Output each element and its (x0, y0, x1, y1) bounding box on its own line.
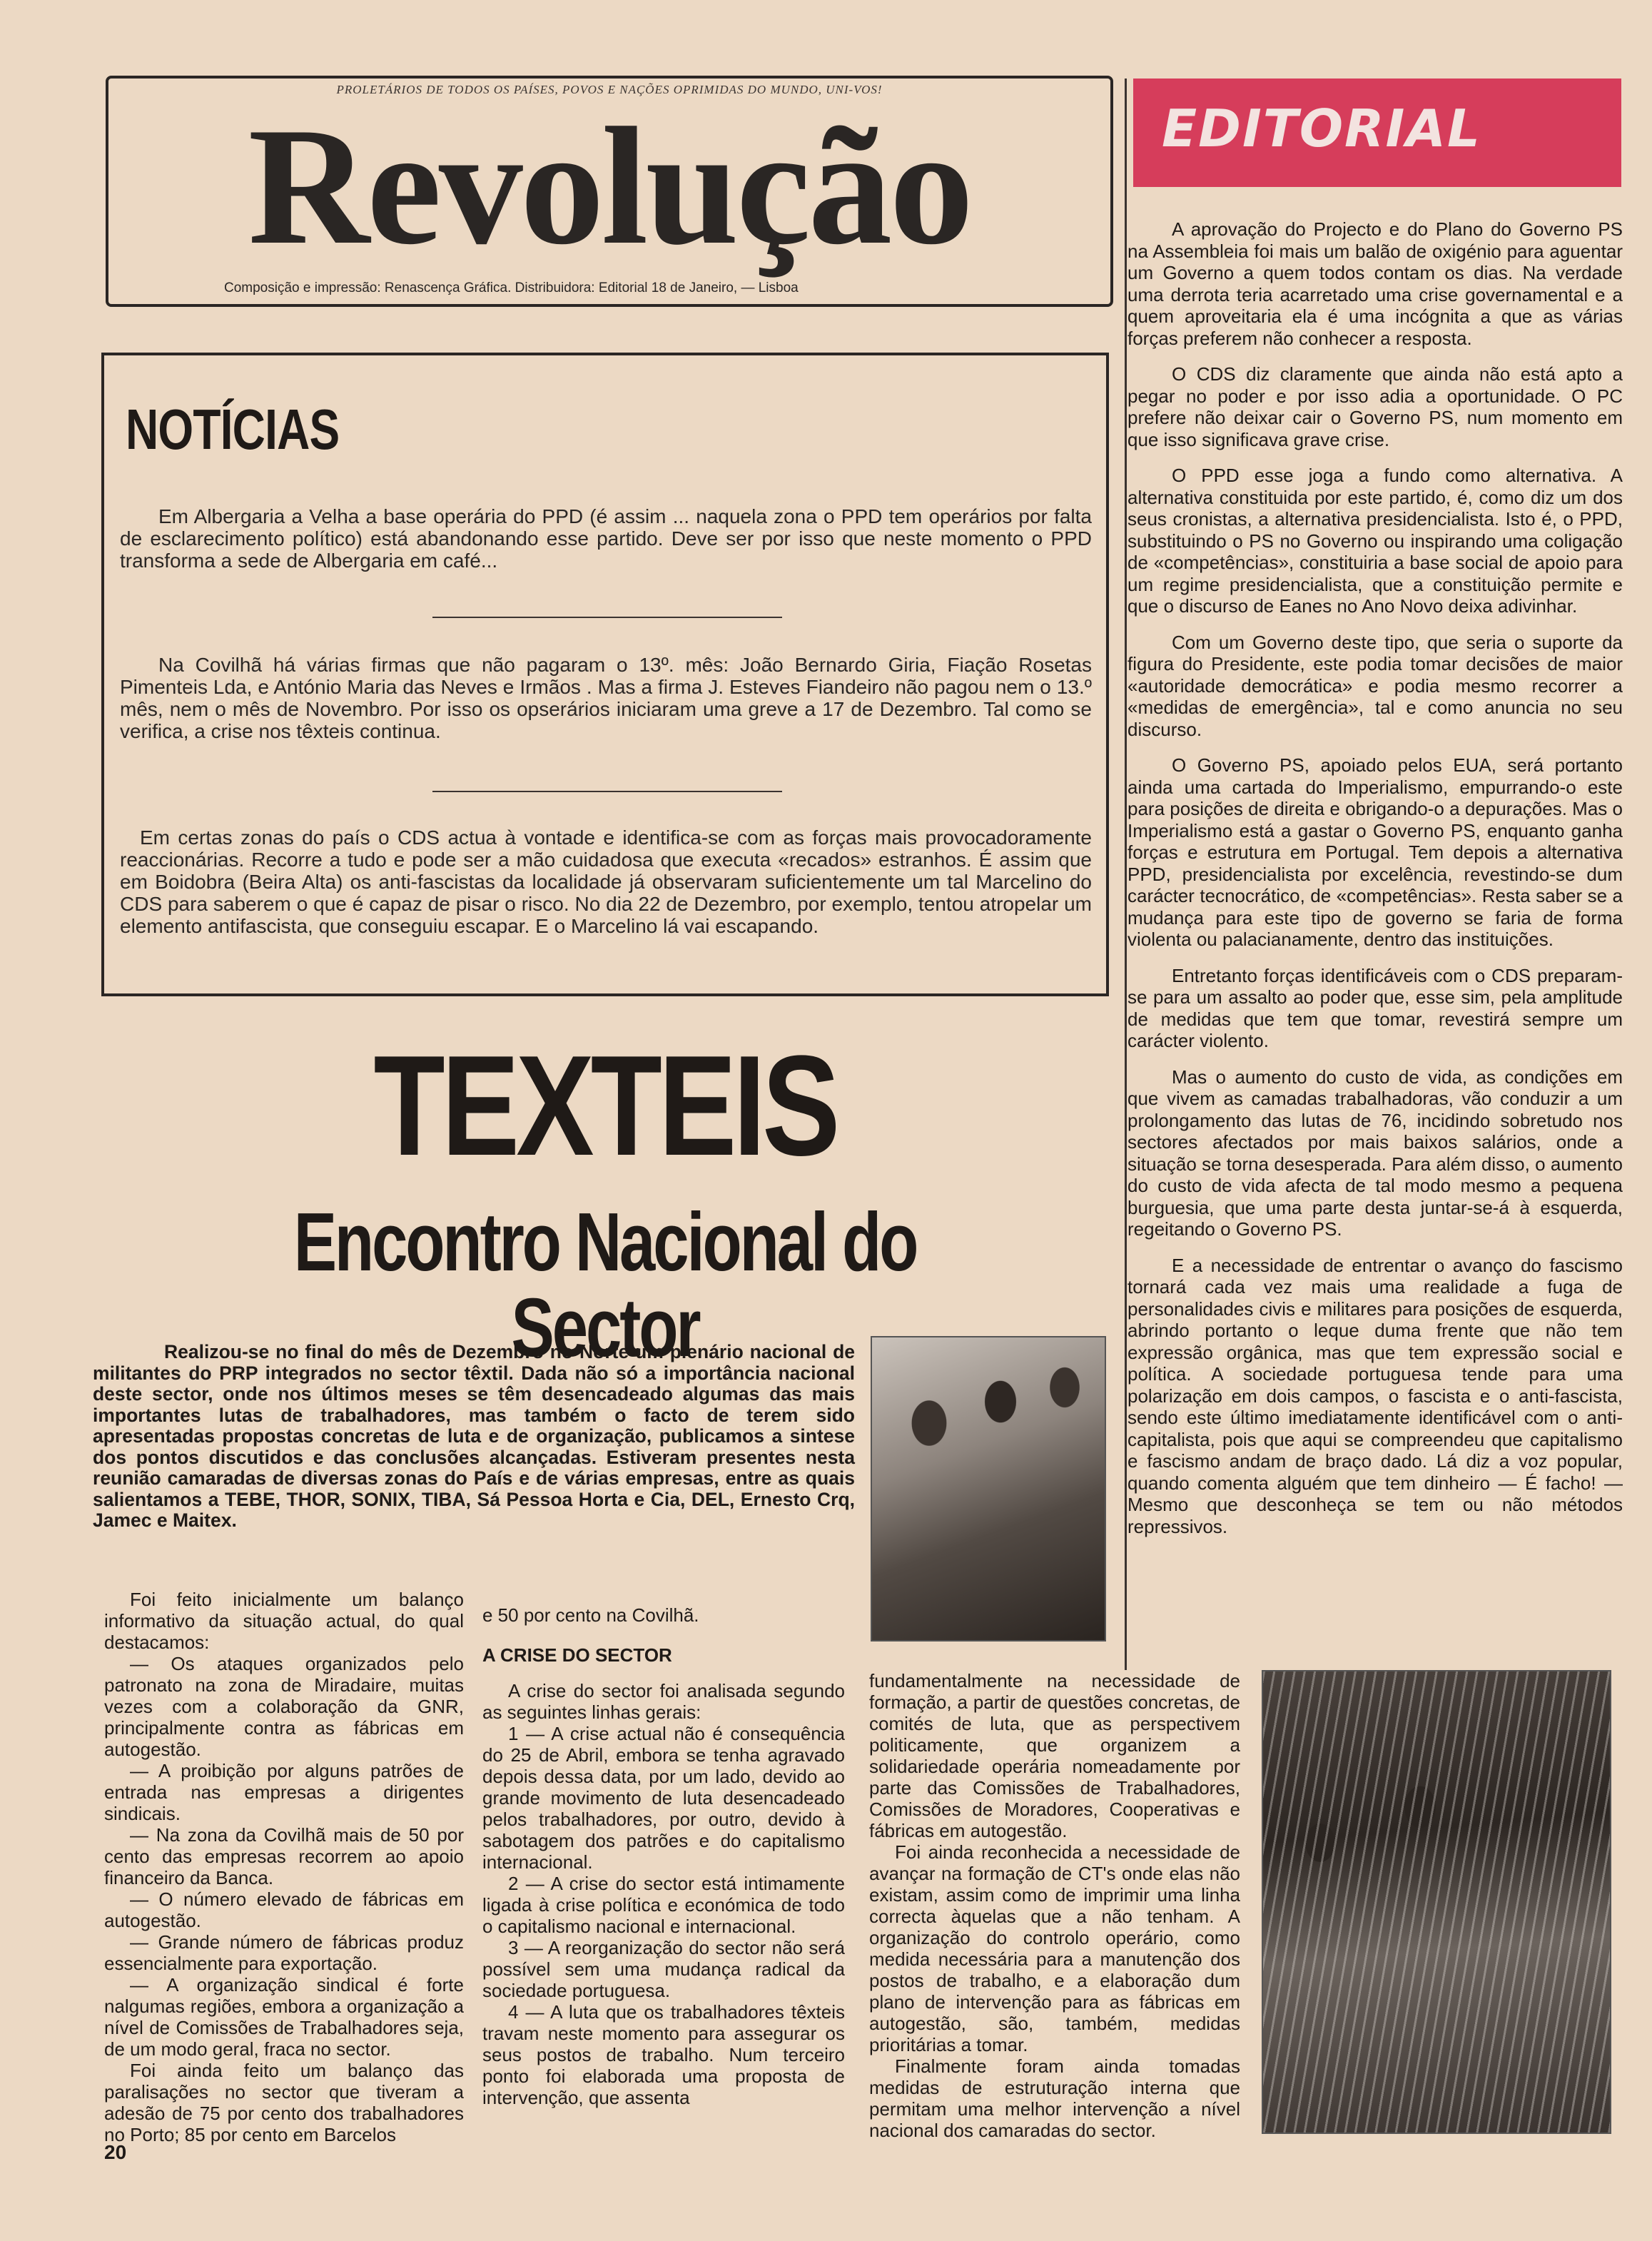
column-paragraph: — Os ataques organizados pelo patronato na zona de Miradaire, muitas vezes com a colaboração da GNR, principalmente contra as fábricas em autogestão. (104, 1653, 464, 1760)
column-paragraph: e 50 por cento na Covilhã. (482, 1604, 699, 1626)
editorial-paragraph: E a necessidade de entrentar o avanço do fascismo tornará cada vez mais uma realidade a fuga de personalidades civis e militares para posições de esquerda, abrindo portanto o leque duma frente que não tem expressão orgânica, mas que tem expressão social e política. A sociedade portuguesa tende para uma polarização em dois campos, o fascista e o anti-fascista, sendo este último imediatamente identificável com o anti-capitalista, pois que aqui se compreendeu que capitalismo e fascismo andam de braço dado. Lá diz a voz popular, quando comenta alguém que tem dinheiro — É facho! — Mesmo que desconheça se tem ou não métodos repressivos. (1127, 1254, 1623, 1537)
news-item: Na Covilhã há várias firmas que não pagaram o 13º. mês: João Bernardo Giria, Fiação Rosetas Pimenteis Lda, e António Maria das Neves e Irmãos . Mas a firma J. Esteves Fiandeiro não pagou nem o 13.º mês, nem o mês de Novembro. Por isso os opserários iniciaram uma greve a 17 de Dezembro. Tal como se verifica, a crise nos têxteis continua. (120, 654, 1092, 742)
editorial-paragraph: Com um Governo deste tipo, que seria o suporte da figura do Presidente, este podia tomar decisões de maior «autoridade democrática» e podia mesmo recorrer a «medidas de emergência», tal e como anuncia no seu discurso. (1127, 631, 1623, 740)
news-item: Em Albergaria a Velha a base operária do PPD (é assim ... naquela zona o PPD tem operários por falta de esclarecimento político) está abandonando esse partido. Deve ser por isso que neste momento o PPD transforma a sede de Albergaria em café... (120, 505, 1092, 572)
column-paragraph: — A organização sindical é forte nalgumas regiões, embora a organização a nível de Comissões de Trabalhadores seja, de um modo geral, fraca no sector. (104, 1974, 464, 2060)
article-subtitle: Encontro Nacional do Sector (293, 1195, 917, 1374)
textile-workers-photo (871, 1336, 1106, 1641)
editorial-banner (1133, 79, 1621, 187)
newspaper-title: Revolução (248, 93, 971, 280)
editorial-paragraph: O PPD esse joga a fundo como alternativa. A alternativa constituida por este partido, é, como diz um dos seus cronistas, a alternativa presidencialista. Isto é, o PPD, substituindo o PS no Governo ou inspirando uma coligação de «competências», constituiria a base social de apoio para um regime presidencialista, que a constituição permite e que o discurso de Eanes no Ano Novo deixa adivinhar. (1127, 465, 1623, 617)
section-heading: A CRISE DO SECTOR (482, 1644, 672, 1666)
column-paragraph: A crise do sector foi analisada segundo as seguintes linhas gerais: (482, 1680, 845, 1723)
noticias-title: NOTÍCIAS (126, 398, 340, 461)
column-divider (1125, 79, 1127, 1670)
noticias-box (101, 353, 1109, 996)
column-paragraph: 1 — A crise actual não é consequência do 25 de Abril, embora se tenha agravado depois dessa data, por um lado, devido ao grande movimento de luta desencadeado pelos trabalhadores, por outro, devido à sabotagem dos patrões e do capitalismo internacional. (482, 1723, 845, 1873)
column-paragraph: — Na zona da Covilhã mais de 50 por cento das empresas recorrem ao apoio financeiro da Banca. (104, 1824, 464, 1888)
editorial-paragraph: O CDS diz claramente que ainda não está apto a pegar no poder e por isso adia a oportunidade. O PC prefere não deixar cair o Governo PS, num momento em que isso significava grave crise. (1127, 363, 1623, 450)
masthead-motto: PROLETÁRIOS DE TODOS OS PAÍSES, POVOS E NAÇÕES OPRIMIDAS DO MUNDO, UNI-VOS! (336, 83, 883, 96)
article-lead (93, 1342, 855, 1532)
editorial-label: EDITORIAL (1162, 98, 1481, 158)
column-paragraph: 3 — A reorganização do sector não será possível sem uma mudança radical da sociedade portuguesa. (482, 1937, 845, 2001)
column-paragraph: Foi feito inicialmente um balanço informativo da situação actual, do qual destacamos: (104, 1589, 464, 1653)
masthead (106, 76, 1113, 307)
column-paragraph: Foi ainda feito um balanço das paralisações no sector que tiveram a adesão de 75 por cento dos trabalhadores no Porto; 85 por cento em Barcelos (104, 2060, 464, 2145)
column-paragraph: fundamentalmente na necessidade de formação, a partir de questões concretas, de comités de luta, que as perspectivem politicamente, que organizem a solidariedade operária nomeadamente por parte das Comissões de Trabalhadores, Comissões de Moradores, Cooperativas e fábricas em autogestão. (869, 1670, 1240, 1841)
article-column-1 (104, 1589, 464, 2145)
loom-worker-photo (1262, 1670, 1611, 2134)
column-paragraph: 2 — A crise do sector está intimamente ligada à crise política e económica de todo o capitalismo nacional e internacional. (482, 1873, 845, 1937)
editorial-paragraph: A aprovação do Projecto e do Plano do Governo PS na Assembleia foi mais um balão de oxigénio para aguentar um Governo a quem todos contam os dias. Na verdade uma derrota teria acarretado uma crise governamental e a quem aproveitaria ela é uma incógnita a que as várias forças preferem não conhecer a resposta. (1127, 218, 1623, 349)
editorial-paragraph: O Governo PS, apoiado pelos EUA, será portanto ainda uma cartada do Imperialismo, empurrando-o este para posições de direita e obrigando-o a depurações. Mas o Imperialismo está a gastar o Governo PS, enquanto ganha forças e estrutura em Portugal. Tem depois a alternativa PPD, presidencialista por excelência, revestindo-se dum carácter tecnocrático, de «competências». Resta saber se a mudança para este tipo de governo se faria de forma violenta ou palacianamente, dentro das instituições. (1127, 754, 1623, 950)
column-paragraph: — A proibição por alguns patrões de entrada nas empresas a dirigentes sindicais. (104, 1760, 464, 1824)
column-paragraph: 4 — A luta que os trabalhadores têxteis travam neste momento para assegurar os seus postos de trabalho. Num terceiro ponto foi elaborada uma proposta de intervenção, que assenta (482, 2001, 845, 2108)
column-paragraph: Foi ainda reconhecida a necessidade de avançar na formação de CT's onde elas não existam, assim como de imprimir uma linha correcta àquelas que a não tenham. A organização do controlo operário, como medida necessária para a manutenção dos postos de trabalho, e a elaboração dum plano de intervenção para as fábricas em autogestão, são, também, medidas prioritárias a tomar. (869, 1841, 1240, 2055)
article-column-2 (482, 1604, 845, 2108)
column-paragraph: — Grande número de fábricas produz essencialmente para exportação. (104, 1931, 464, 1974)
news-divider (432, 791, 782, 792)
news-item: Em certas zonas do país o CDS actua à vontade e identifica-se com as forças mais provocadoramente reaccionárias. Recorre a tudo e pode ser a mão cuidadosa que executa «recados» estranhos. É assim que em Boidobra (Beira Alta) os anti-fascistas da localidade já observaram suficientemente um tal Marcelino do CDS para saberem o que é capaz de pisar o risco. No dia 22 de Dezembro, por exemplo, tentou atropelar um elemento antifascista, que conseguiu escapar. E o Marcelino lá vai escapando. (120, 826, 1092, 937)
page-number: 20 (104, 2141, 127, 2163)
lead-text: Realizou-se no final do mês de Dezembro no Norte um plenário nacional de militantes do PRP integrados no sector têxtil. Dada não só a importância nacional deste sector, onde nos últimos meses se têm desencadeado algumas das mais importantes lutas de trabalhadores, mas também o facto de terem sido apresentadas propostas concretas de luta e de organização, publicamos a sintese dos pontos discutidos e das conclusões alcançadas. Estiveram presentes nesta reunião camaradas de diversas zonas do País e de várias empresas, entre as quais salientamos a TEBE, THOR, SONIX, TIBA, Sá Pessoa Horta e Cia, DEL, Ernesto Crq, Jamec e Maitex. (93, 1341, 855, 1531)
column-paragraph: — O número elevado de fábricas em autogestão. (104, 1888, 464, 1931)
editorial-paragraph: Mas o aumento do custo de vida, as condições em que vivem as camadas trabalhadoras, vão conduzir a um prolongamento das lutas de 76, incidindo sobretudo nos sectores afectados por mais baixos salários, onde a situação se torna desesperada. Para além disso, o aumento do custo de vida afecta de tal modo mesmo a pequena burguesia, que uma parte desta juntar-se-á à esquerda, regeitando o Governo PS. (1127, 1066, 1623, 1240)
masthead-imprint: Composição e impressão: Renascença Gráfica. Distribuidora: Editorial 18 de Janeiro, — Lisboa (224, 280, 799, 295)
article-title: TEXTEIS (373, 1026, 837, 1185)
editorial-paragraph: Entretanto forças identificáveis com o CDS preparam-se para um assalto ao poder que, esse sim, pela amplitude de medidas que tem que tomar, revestirá sempre um carácter violento. (1127, 964, 1623, 1051)
article-column-3 (869, 1670, 1240, 2141)
news-divider (432, 617, 782, 618)
column-paragraph: Finalmente foram ainda tomadas medidas de estruturação interna que permitam uma melhor intervenção a nível nacional dos camaradas do sector. (869, 2055, 1240, 2141)
editorial-column (1127, 218, 1623, 1552)
